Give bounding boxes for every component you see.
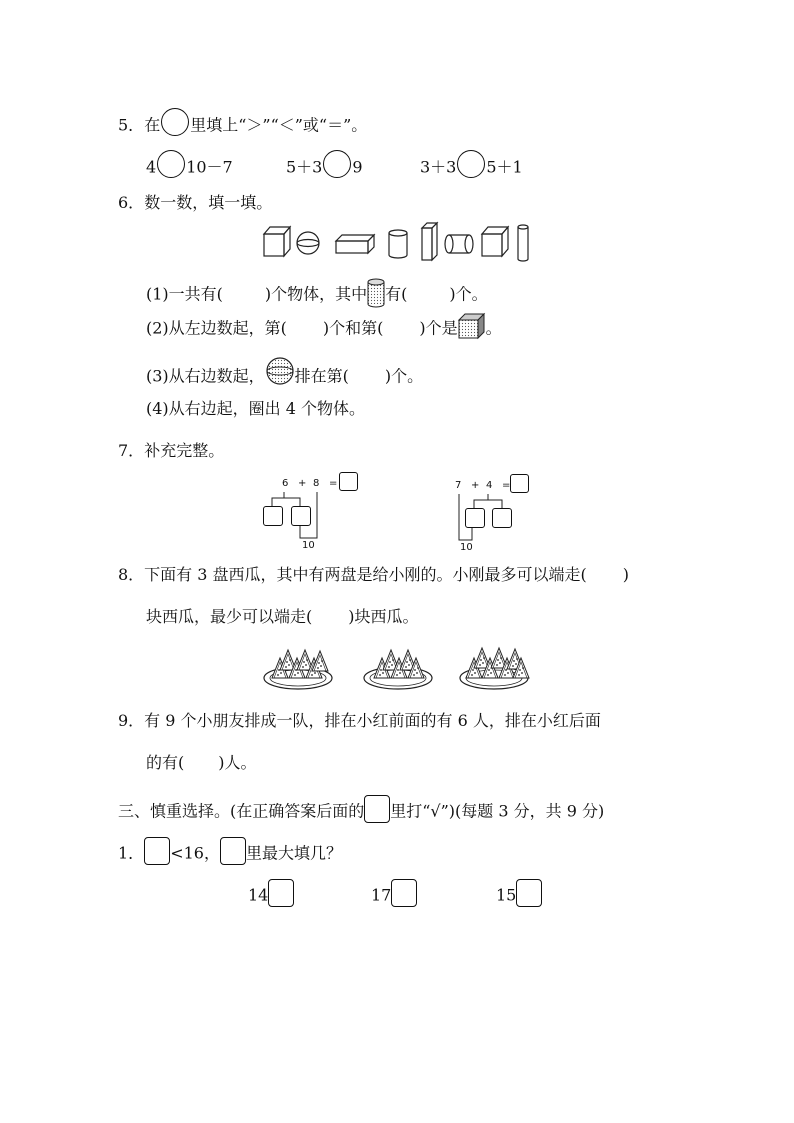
split-box[interactable] xyxy=(263,506,283,526)
q6-prompt: 6．数一数，填一填。 xyxy=(118,193,273,212)
ball-icon xyxy=(297,232,319,254)
sum-box[interactable] xyxy=(339,472,358,491)
s3-q1-option-2: 17 xyxy=(371,882,417,910)
dotted-cube-icon xyxy=(458,313,486,339)
q6-part-3: (3)从右边数起， 排在第( )个。 xyxy=(146,362,423,392)
plate-3-icon xyxy=(460,648,529,689)
cube-icon xyxy=(482,227,508,256)
plate-1-icon xyxy=(264,650,332,689)
q7-prompt: 7．补充完整。 xyxy=(118,441,225,460)
q9-line-1: 9．有 9 个小朋友排成一队，排在小红前面的有 6 人，排在小红后面 xyxy=(118,711,601,730)
cuboid-icon xyxy=(336,235,374,253)
blank-box-icon xyxy=(144,837,170,865)
plate-2-icon xyxy=(364,650,432,689)
q9-line-2: 的有( )人。 xyxy=(146,753,257,772)
cube-icon xyxy=(264,227,290,256)
ball-icon xyxy=(265,356,295,386)
q8-line-1: 8．下面有 3 盘西瓜，其中有两盘是给小刚的。小刚最多可以端走( ) xyxy=(118,565,630,584)
tall-cuboid-icon xyxy=(422,223,437,260)
q5-item-1: 4 10－7 xyxy=(146,154,233,182)
q5-prompt: 5．在 里填上“＞”“＜”或“＝”。 xyxy=(118,112,367,140)
q6-part-1: (1)一共有( )个物体，其中 有( )个。 xyxy=(146,280,488,310)
q6-part-2: (2)从左边数起，第( )个和第( )个是 。 xyxy=(146,316,502,342)
split-box[interactable] xyxy=(291,506,311,526)
split-box[interactable] xyxy=(465,508,485,528)
option-check-box[interactable] xyxy=(268,879,294,907)
q5-item-3: 3＋3 5＋1 xyxy=(420,154,523,182)
dotted-cylinder-icon xyxy=(367,278,385,308)
answer-circle[interactable] xyxy=(323,150,351,178)
section-3-title: 三、慎重选择。(在正确答案后面的 里打“√”)(每题 3 分，共 9 分) xyxy=(118,798,604,826)
tall-cylinder-icon xyxy=(518,225,528,261)
sum-box[interactable] xyxy=(510,474,529,493)
q5-item-2: 5＋3 9 xyxy=(286,154,363,182)
lying-cylinder-icon xyxy=(445,235,473,253)
s3-q1: 1． <16， 里最大填几？ xyxy=(118,840,342,868)
option-check-box[interactable] xyxy=(391,879,417,907)
check-box-icon xyxy=(364,795,390,823)
q6-objects-row xyxy=(262,222,532,264)
watermelon-plates xyxy=(262,640,532,696)
option-check-box[interactable] xyxy=(516,879,542,907)
s3-q1-option-1: 14 xyxy=(248,882,294,910)
answer-circle[interactable] xyxy=(457,150,485,178)
answer-circle[interactable] xyxy=(157,150,185,178)
q8-line-2: 块西瓜，最少可以端走( )块西瓜。 xyxy=(146,607,419,626)
q6-part-4: (4)从右边起，圈出 4 个物体。 xyxy=(146,399,366,418)
s3-q1-option-3: 15 xyxy=(496,882,542,910)
blank-box-icon xyxy=(220,837,246,865)
cylinder-icon xyxy=(389,230,407,258)
split-box[interactable] xyxy=(492,508,512,528)
compare-circle-icon xyxy=(161,108,189,136)
